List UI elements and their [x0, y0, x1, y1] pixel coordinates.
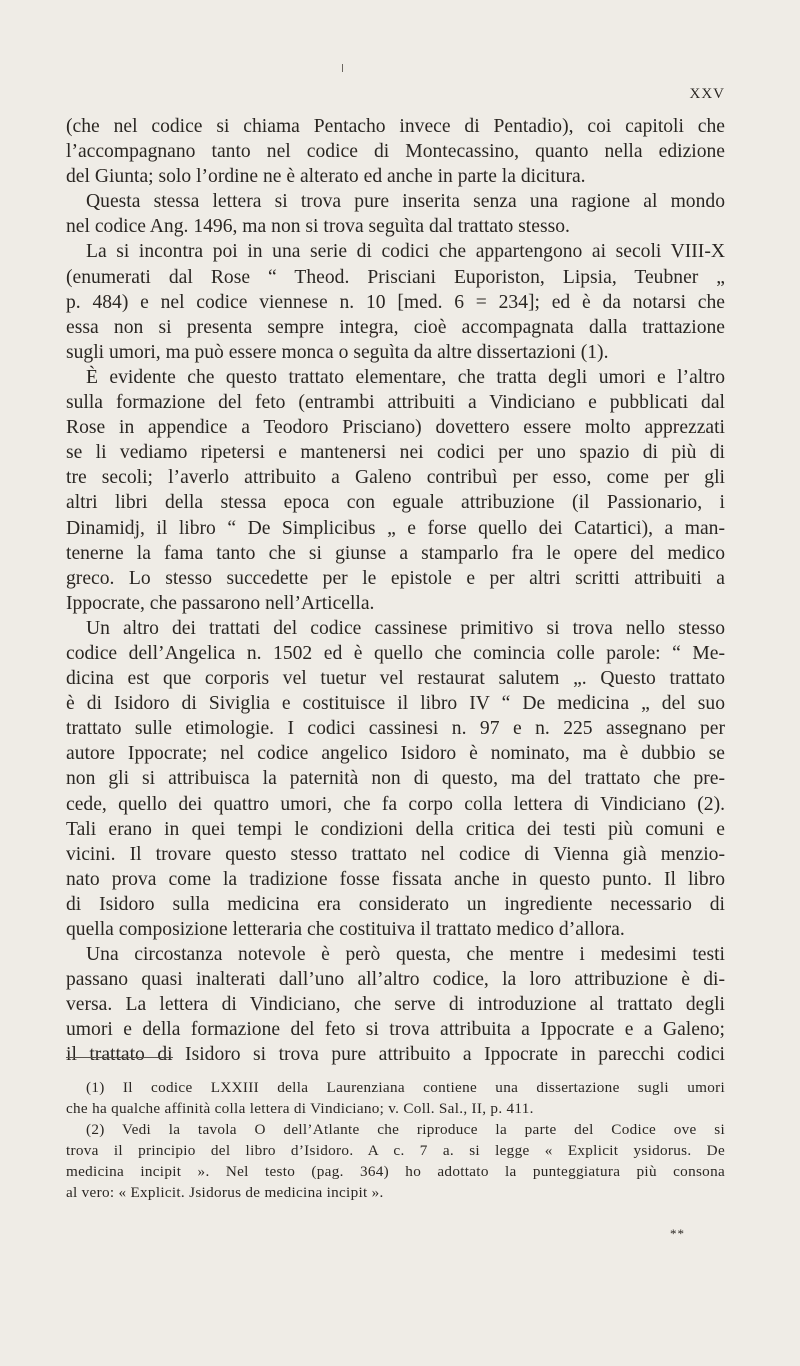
text-line: nel codice Ang. 1496, ma non si trova seguìta dal trattato stesso. — [66, 216, 570, 238]
text-line: umori e della formazione del feto si trova attribuita a Ippocrate e a Galeno; — [66, 1019, 725, 1041]
text-line: Un altro dei trattati del codice cassinese primitivo si trova nello stesso — [86, 617, 725, 639]
text-line: greco. Lo stesso succedette per le epistole e per altri scritti attribuiti a — [66, 567, 725, 589]
text-line: La si incontra poi in una serie di codici che appartengono ai secoli VIII-X — [86, 241, 725, 263]
text-line: Ippocrate, che passarono nell’Articella. — [66, 592, 375, 614]
page-number: XXV — [689, 86, 725, 102]
text-line: Una circostanza notevole è però questa, che mentre i medesimi testi — [86, 944, 725, 966]
footnote-rule — [66, 1057, 173, 1058]
text-line: (che nel codice si chiama Pentacho invece di Pentadio), coi capitoli che — [66, 116, 725, 137]
text-line: tenerne la fama tanto che si giunse a stamparlo fra le opere del medico — [66, 542, 725, 564]
text-line: sulla formazione del feto (entrambi attribuiti a Vindiciano e pubblicati dal — [66, 392, 725, 414]
footnote-line: (1) Il codice LXXIII della Laurenziana contiene una dissertazione sugli umori — [86, 1079, 725, 1096]
text-line: vicini. Il trovare questo stesso trattato nel codice di Vienna già menzio- — [66, 843, 725, 865]
text-line: l’accompagnano tanto nel codice di Montecassino, quanto nella edizione — [66, 141, 725, 163]
text-line: di Isidoro sulla medicina era considerato un ingrediente necessario di — [66, 893, 725, 915]
text-line: il trattato di Isidoro si trova pure attribuito a Ippocrate in parecchi codici — [66, 1044, 725, 1066]
paragraph — [66, 189, 725, 239]
paragraph — [66, 239, 725, 364]
paragraph — [66, 365, 725, 616]
text-line: versa. La lettera di Vindiciano, che serve di introduzione al trattato degli — [66, 994, 725, 1016]
paragraph — [66, 616, 725, 942]
paragraph — [66, 942, 725, 1067]
text-line: quella composizione letteraria che costituiva il trattato medico d’allora. — [66, 919, 625, 940]
text-line: passano quasi inalterati dall’uno all’altro codice, la loro attribuzione è di- — [66, 969, 725, 991]
text-line: del Giunta; solo l’ordine ne è alterato ed anche in parte la dicitura. — [66, 166, 586, 188]
footnote-line: al vero: « Explicit. Jsidorus de medicina incipit ». — [66, 1184, 384, 1201]
text-line: autore Ippocrate; nel codice angelico Isidoro è nominato, ma è dubbio se — [66, 743, 725, 765]
footnote-2 — [66, 1119, 725, 1203]
text-line: se li vediamo ripetersi e mantenersi nei codici per uno spazio di più di — [66, 442, 725, 464]
footnote-line: medicina incipit ». Nel testo (pag. 364) ho adottato la punteggiatura più consona — [66, 1163, 725, 1180]
text-line: cede, quello dei quattro umori, che fa corpo colla lettera di Vindiciano (2). — [66, 793, 725, 815]
text-line: (enumerati dal Rose “ Theod. Prisciani Euporiston, Lipsia, Teubner „ — [66, 266, 725, 288]
text-line: p. 484) e nel codice viennese n. 10 [med. 6 = 234]; ed è da notarsi che — [66, 291, 725, 313]
text-line: nato prova come la tradizione fosse fissata anche in questo punto. Il libro — [66, 868, 725, 890]
text-line: dicina est que corporis vel tuetur vel restaurat salutem „. Questo trattato — [66, 668, 725, 690]
text-line: è di Isidoro di Siviglia e costituisce il libro IV “ De medicina „ del suo — [66, 693, 725, 715]
footnote-1 — [66, 1077, 725, 1119]
footnote-line: (2) Vedi la tavola O dell’Atlante che riproduce la parte del Codice ove si — [86, 1121, 725, 1138]
footnotes — [66, 1077, 725, 1203]
text-line: È evidente che questo trattato elementare, che tratta degli umori e l’altro — [86, 366, 725, 388]
text-line: Questa stessa lettera si trova pure inserita senza una ragione al mondo — [86, 191, 725, 213]
paragraph — [66, 114, 725, 189]
footnote-line: che ha qualche affinità colla lettera di Vindiciano; v. Coll. Sal., II, p. 411. — [66, 1100, 534, 1117]
text-line: Dinamidj, il libro “ De Simplicibus „ e forse quello dei Catartici), a man- — [66, 517, 725, 539]
text-line: essa non si presenta sempre integra, cioè accompagnata dalla trattazione — [66, 316, 725, 338]
text-line: codice dell’Angelica n. 1502 ed è quello che comincia colle parole: “ Me- — [66, 642, 725, 664]
text-line: non gli si attribuisca la paternità non di questo, ma del trattato che pre- — [66, 768, 725, 790]
footnote-line: trova il principio del libro d’Isidoro. A c. 7 a. si legge « Explicit ysidorus. De — [66, 1142, 725, 1159]
text-line: sugli umori, ma può essere monca o seguìta da altre dissertazioni (1). — [66, 341, 609, 363]
text-line: tre secoli; l’averlo attribuito a Galeno contribuì per esso, come per gli — [66, 467, 725, 489]
text-line: trattato sulle etimologie. I codici cassinesi n. 97 e n. 225 assegnano per — [66, 718, 725, 740]
text-line: altri libri della stessa epoca con eguale attribuzione (il Passionario, i — [66, 492, 725, 514]
signature-mark: ** — [670, 1226, 685, 1241]
text-line: Rose in appendice a Teodoro Prisciano) dovettero essere molto apprezzati — [66, 417, 725, 439]
main-text — [66, 114, 725, 1068]
printer-mark — [342, 64, 343, 72]
text-line: Tali erano in quei tempi le condizioni della critica dei testi più comuni e — [66, 818, 725, 840]
